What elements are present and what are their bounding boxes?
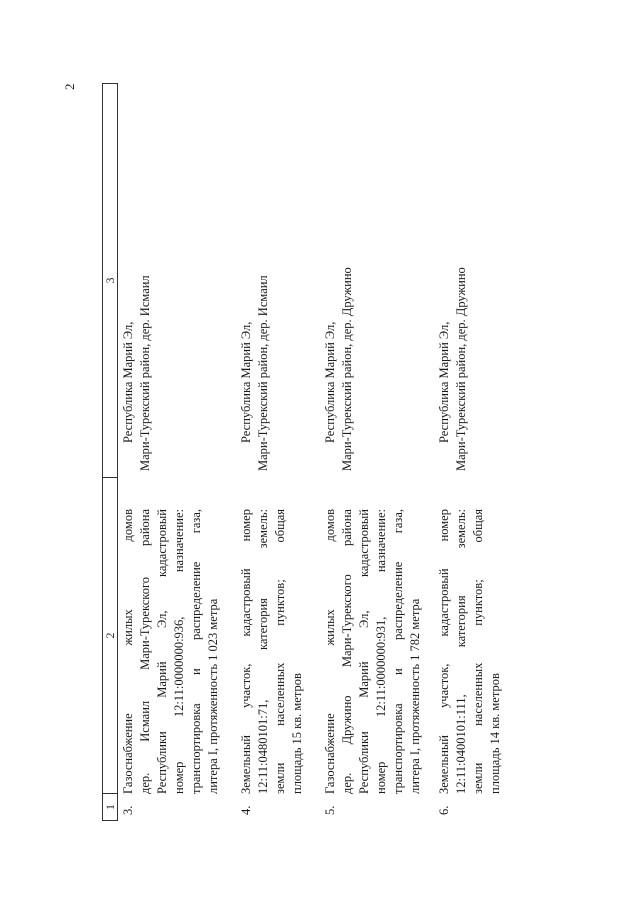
property-description [120,509,222,794]
description-line: транспортировка и распределение газа, [189,509,203,794]
column-header-2: 2 [103,632,117,639]
property-address [120,101,154,471]
row-number: 5. [323,805,337,815]
row-number: 3. [121,805,135,815]
address-line: Мари-Турекский район, дер. Дружино [340,267,354,471]
address-line: Мари-Турекский район, дер. Дружино [454,267,468,471]
description-line: Земельный участок, кадастровый номер [437,509,451,794]
row-number: 4. [239,805,253,815]
description-line: транспортировка и распределение газа, [391,509,405,794]
property-description [322,509,424,794]
address-line: Республика Марий Эл, [121,321,135,443]
description-line: площадь 14 кв. метров [488,673,502,794]
address-line: Республика Марий Эл, [437,321,451,443]
description-line: дер. Исмаил Мари-Турекского района [138,509,152,794]
property-address [322,101,356,471]
property-description [436,509,504,794]
address-line: Мари-Турекский район, дер. Исмаил [256,275,270,471]
description-line: Газоснабжение жилых домов [323,509,337,794]
description-line: номер 12:11:0000000:936, назначение: [172,509,186,794]
description-line: Республики Марий Эл, кадастровый [155,509,169,794]
description-line: Республики Марий Эл, кадастровый [357,509,371,794]
address-line: Республика Марий Эл, [239,321,253,443]
description-line: земли населенных пунктов; общая [273,509,287,794]
description-line: 12:11:0400101:111, категория земель: [454,509,468,794]
property-address [436,101,470,471]
description-line: дер. Дружино Мари-Турекского района [340,509,354,794]
description-line: земли населенных пунктов; общая [471,509,485,794]
address-line: Мари-Турекский район, дер. Исмаил [138,275,152,471]
description-line: литера I, протяженность 1 023 метра [206,598,220,794]
page-number: 2 [62,83,77,90]
table-header-rule [117,84,118,821]
description-line: площадь 15 кв. метров [290,673,304,794]
description-line: Газоснабжение жилых домов [121,509,135,794]
table-divider [102,820,118,821]
row-number: 6. [437,805,451,815]
property-address [238,101,272,471]
description-line: Земельный участок, кадастровый номер [239,509,253,794]
property-description [238,509,306,794]
column-header-3: 3 [103,277,117,284]
column-header-1: 1 [103,804,117,810]
description-line: литера I, протяженность 1 782 метра [408,598,422,794]
address-line: Республика Марий Эл, [323,321,337,443]
description-line: 12:11:0480101:71, категория земель: [256,509,270,794]
description-line: номер 12:11:0000000:931, назначение: [374,509,388,794]
